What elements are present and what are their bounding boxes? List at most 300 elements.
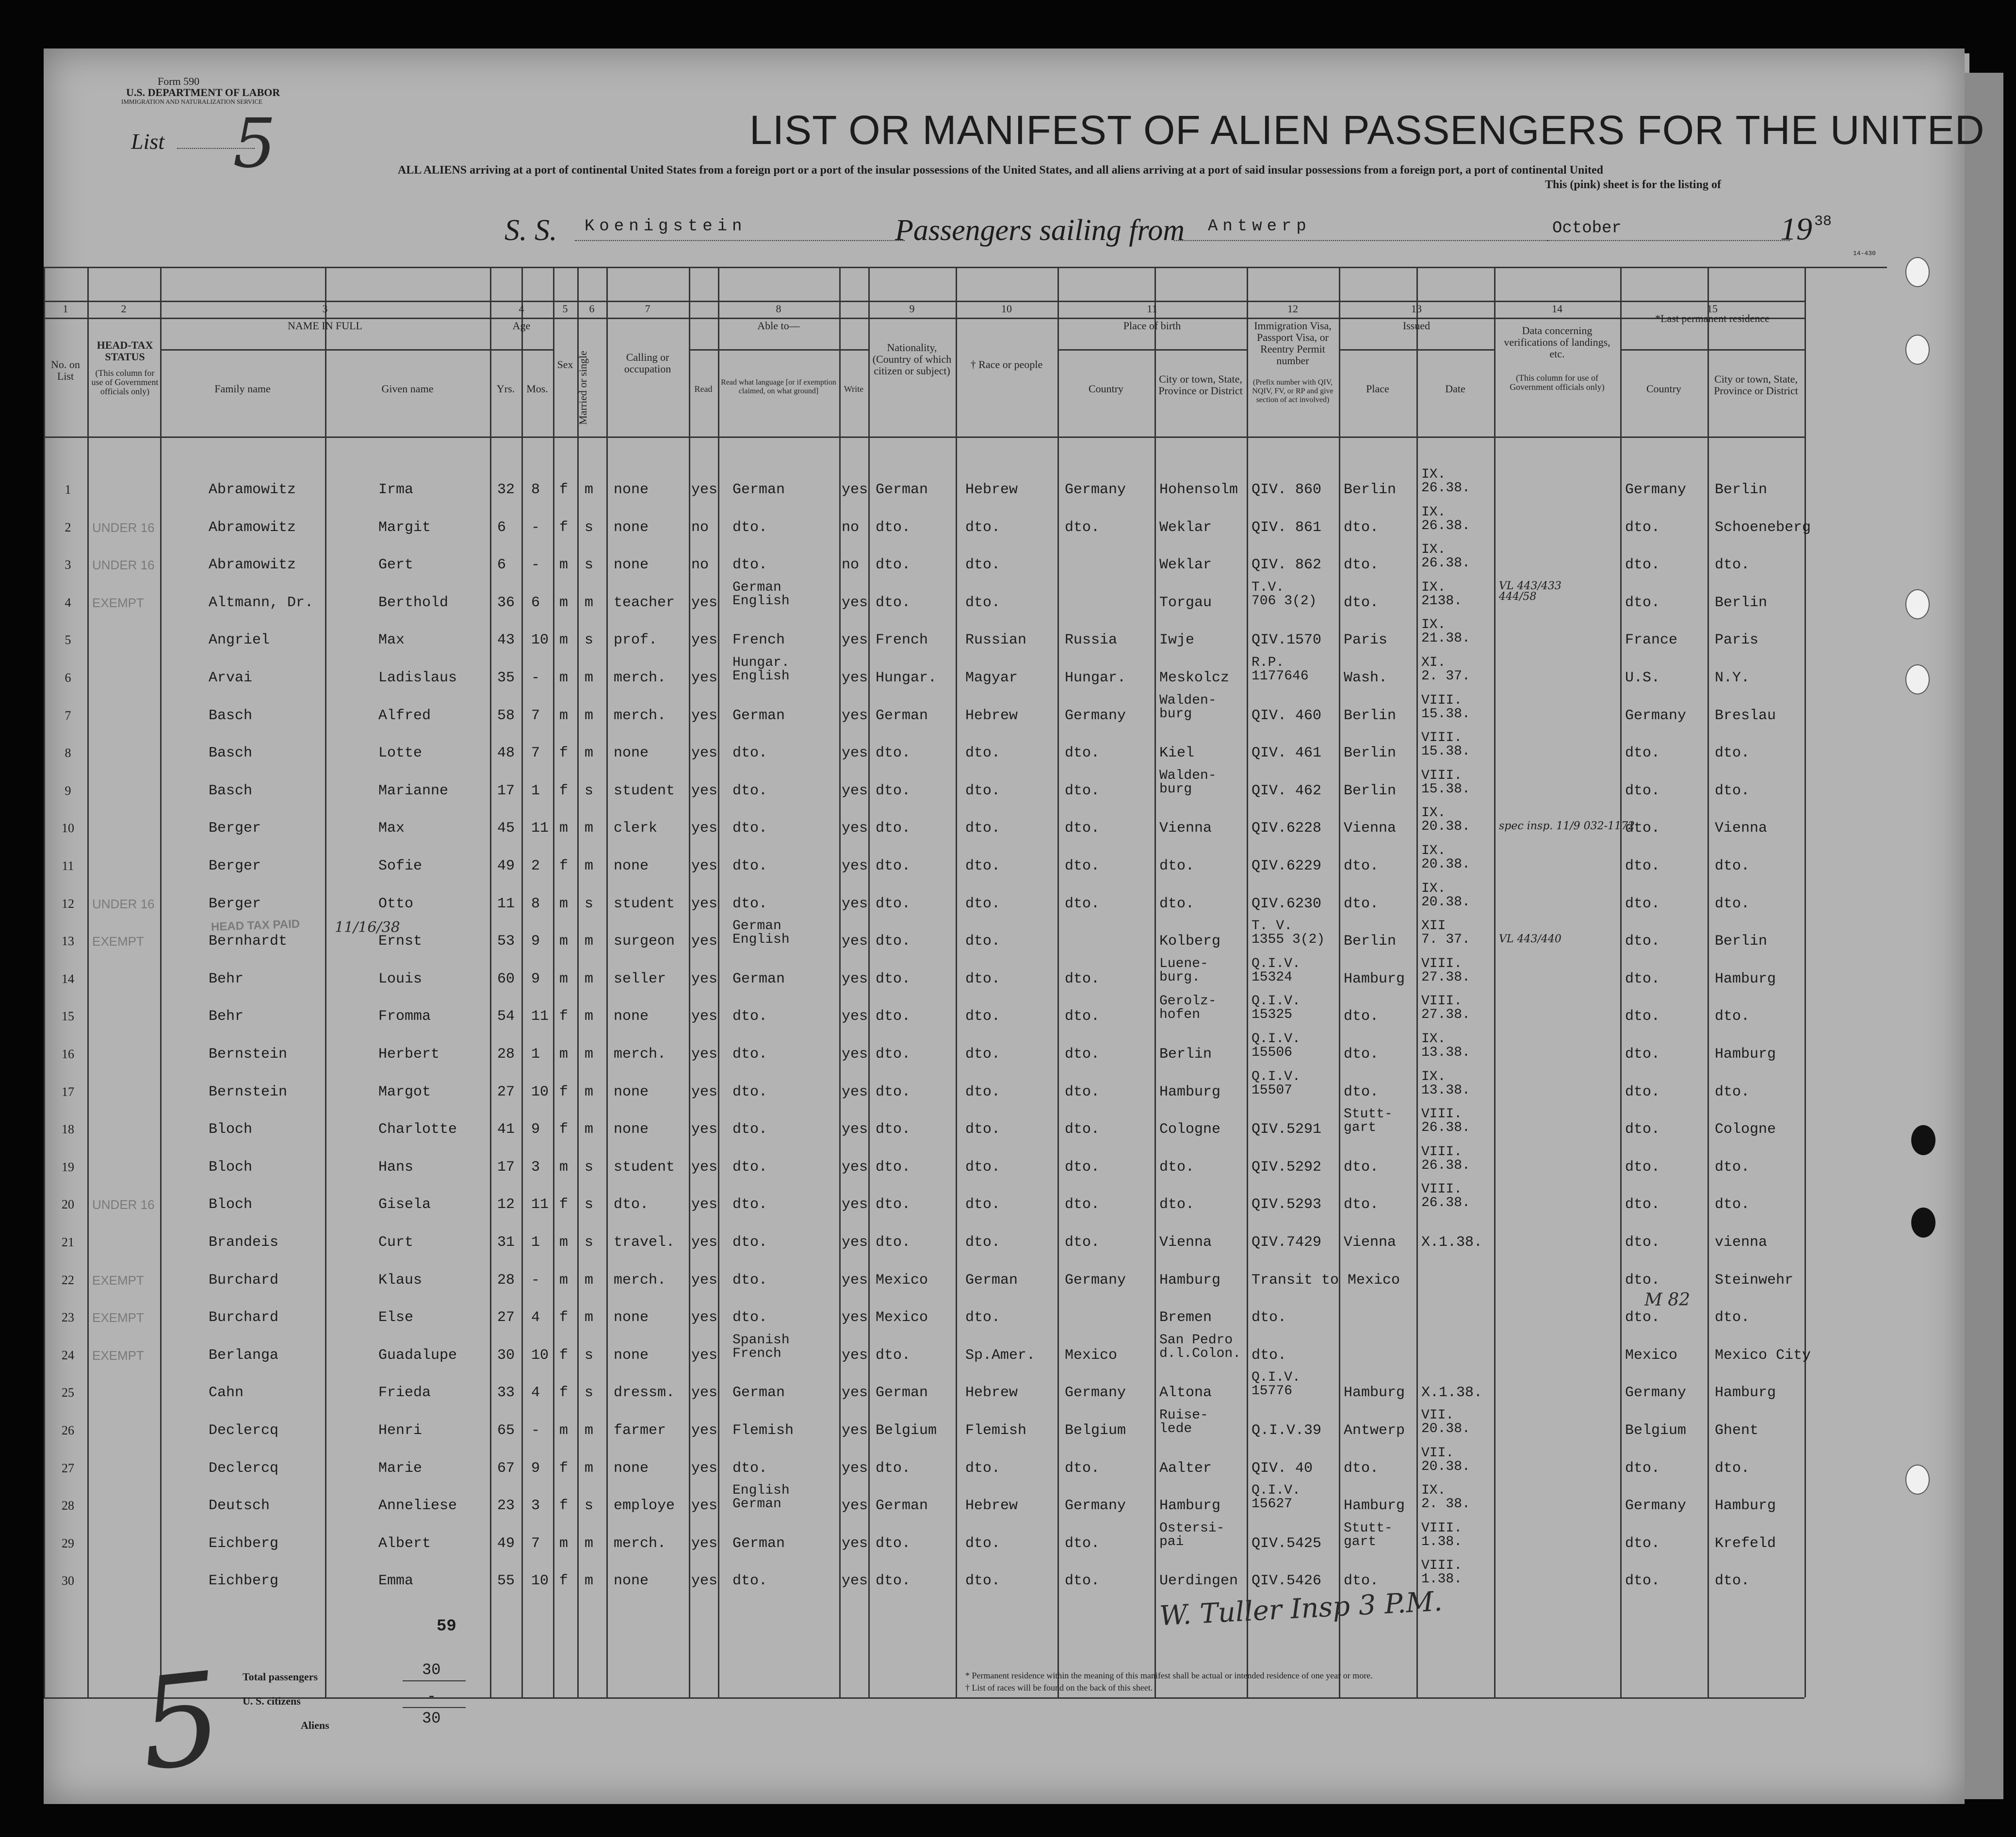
cell-visa-number: R.P. 1177646 (1252, 655, 1309, 684)
cell-read-language: dto. (732, 1159, 768, 1176)
cell-residence-country: dto. (1625, 1008, 1660, 1025)
cell-age-years: 30 (497, 1347, 515, 1364)
cell-can-write: yes (842, 1046, 868, 1063)
cell-birth-city: Aalter (1159, 1460, 1212, 1477)
cell-read-language: dto. (732, 1083, 768, 1100)
cell-age-years: 55 (497, 1573, 515, 1590)
cell-occupation: farmer (614, 1422, 667, 1439)
cell-family-name: Bloch (209, 1196, 253, 1213)
cell-marital-status: m (585, 707, 594, 724)
cell-issue-place: Hamburg (1344, 1385, 1405, 1402)
page-number: 59 (437, 1617, 456, 1636)
table-row-line (160, 349, 490, 351)
cell-nationality: dto. (876, 782, 911, 799)
cell-age-years: 53 (497, 933, 515, 950)
cell-sex: m (559, 895, 569, 912)
cell-race: Russian (965, 632, 1027, 649)
cell-race: dto. (965, 745, 1001, 762)
handwritten-m82: M 82 (1644, 1290, 1691, 1310)
cell-age-years: 17 (497, 1159, 515, 1176)
cell-age-months: 10 (531, 1573, 549, 1590)
table-row-line (1339, 349, 1494, 351)
cell-given-name: Margot (378, 1083, 431, 1100)
cell-row-number: 3 (65, 558, 71, 572)
handwritten-signature: W. Tuller Insp 3 P.M. (1158, 1585, 1443, 1632)
cell-read-language: German (732, 970, 785, 987)
cell-race: dto. (965, 895, 1001, 912)
cell-visa-number: dto. (1252, 1309, 1287, 1326)
table-column-line (1620, 267, 1622, 1697)
manifest-title: LIST OR MANIFEST OF ALIEN PASSENGERS FOR THE UNITED (749, 107, 1985, 153)
cell-race: Hebrew (965, 1385, 1018, 1402)
cell-read-language: dto. (732, 1046, 768, 1063)
cell-can-read: yes (691, 1159, 718, 1176)
cell-headtax-status: UNDER 16 (92, 896, 155, 911)
cell-birth-city: Ostersi- pai (1159, 1520, 1225, 1549)
cell-birth-city: dto. (1159, 1159, 1195, 1176)
cell-age-months: 2 (531, 858, 540, 874)
vessel-name-line (575, 240, 905, 241)
cell-can-read: yes (691, 1196, 718, 1213)
table-column-line (1416, 267, 1418, 1697)
cell-issue-date: VIII. 15.38. (1421, 730, 1470, 759)
cell-age-years: 45 (497, 820, 515, 837)
cell-read-language: German (732, 1535, 785, 1552)
cell-sex: f (559, 482, 569, 498)
cell-birth-country: Germany (1065, 1272, 1126, 1289)
hdr-able-to: Able to— (757, 320, 800, 332)
cell-residence-country: dto. (1625, 1535, 1660, 1552)
cell-sex: f (559, 1309, 569, 1326)
cell-given-name: Marianne (378, 782, 449, 799)
cell-can-read: yes (691, 1422, 718, 1439)
table-column-line (490, 267, 491, 1697)
cell-visa-number: Q.I.V.39 (1252, 1422, 1322, 1439)
cell-given-name: Max (378, 632, 405, 649)
cell-issue-date: IX. 13.38. (1421, 1069, 1470, 1098)
cell-marital-status: m (585, 482, 594, 498)
cell-birth-country: dto. (1065, 1083, 1100, 1100)
cell-visa-number: QIV.5291 (1252, 1121, 1322, 1138)
col-10-number: 10 (1001, 303, 1012, 315)
cell-visa-number: QIV.5426 (1252, 1573, 1322, 1590)
col-7-number: 7 (645, 303, 650, 315)
cell-can-write: yes (842, 1535, 868, 1552)
punch-hole (1905, 1465, 1930, 1495)
cell-age-years: 49 (497, 858, 515, 874)
cell-visa-number: QIV. 460 (1252, 707, 1322, 724)
cell-given-name: Alfred (378, 707, 431, 724)
hdr-issued: Issued (1402, 320, 1431, 332)
cell-race: Hebrew (965, 1498, 1018, 1515)
cell-age-months: 7 (531, 745, 540, 762)
cell-marital-status: m (585, 594, 594, 611)
cell-row-number: 30 (62, 1574, 74, 1588)
hdr-write: Write (844, 384, 864, 394)
cell-issue-place: Berlin (1344, 933, 1397, 950)
cell-marital-status: m (585, 1535, 594, 1552)
cell-nationality: dto. (876, 1159, 911, 1176)
cell-age-months: 9 (531, 1121, 540, 1138)
cell-can-read: no (691, 557, 709, 574)
cell-row-number: 18 (62, 1122, 74, 1137)
cell-family-name: Deutsch (209, 1498, 270, 1515)
cell-residence-country: dto. (1625, 1460, 1660, 1477)
cell-residence-city: Cologne (1715, 1121, 1776, 1138)
cell-issue-date: VIII. 1.38. (1421, 1520, 1463, 1549)
cell-birth-city: Weklar (1159, 519, 1212, 536)
cell-residence-country: Mexico (1625, 1347, 1678, 1364)
cell-residence-country: Germany (1625, 1498, 1687, 1515)
cell-sex: m (559, 1422, 569, 1439)
table-column-line (44, 267, 45, 1697)
cell-nationality: Hungar. (876, 670, 937, 686)
cell-issue-place: dto. (1344, 1196, 1379, 1213)
cell-can-read: yes (691, 858, 718, 874)
departure-month: October (1552, 219, 1622, 238)
cell-sex: f (559, 1460, 569, 1477)
manifest-page (44, 48, 1985, 1804)
cell-occupation: merch. (614, 707, 667, 724)
cell-family-name: Basch (209, 707, 253, 724)
cell-given-name: Frieda (378, 1385, 431, 1402)
cell-marital-status: m (585, 1046, 594, 1063)
cell-birth-city: Ruise- lede (1159, 1408, 1208, 1436)
cell-race: dto. (965, 594, 1001, 611)
cell-can-read: yes (691, 1385, 718, 1402)
cell-nationality: dto. (876, 1196, 911, 1213)
cell-birth-country: dto. (1065, 1234, 1100, 1251)
cell-sex: f (559, 782, 569, 799)
cell-sex: f (559, 1121, 569, 1138)
subtitle-line-1: ALL ALIENS arriving at a port of continental United States from a foreign port or a port of the insular possessions of the United States, and all aliens arriving at a port of said insular possessions from a foreign port, a port of continental United (398, 164, 1603, 177)
cell-nationality: dto. (876, 820, 911, 837)
hdr-sex: Sex (557, 358, 573, 371)
cell-residence-city: Breslau (1715, 707, 1776, 724)
cell-residence-city: dto. (1715, 1573, 1750, 1590)
cell-visa-number: QIV. 462 (1252, 782, 1322, 799)
cell-can-write: yes (842, 1159, 868, 1176)
table-row-line (490, 349, 553, 351)
cell-can-write: yes (842, 1234, 868, 1251)
hdr-birth-country: Country (1088, 383, 1124, 395)
cell-family-name: Abramowitz (209, 482, 296, 498)
cell-nationality: dto. (876, 858, 911, 874)
cell-issue-place: Hamburg (1344, 1498, 1405, 1515)
cell-birth-city: Berlin (1159, 1046, 1212, 1063)
cell-occupation: student (614, 895, 675, 912)
cell-age-months: 11 (531, 1196, 549, 1213)
cell-given-name: Lotte (378, 745, 423, 762)
cell-visa-number: QIV.5425 (1252, 1535, 1322, 1552)
cell-family-name: Angriel (209, 632, 270, 649)
cell-read-language: dto. (732, 1234, 768, 1251)
cell-birth-country: dto. (1065, 1046, 1100, 1063)
cell-occupation: surgeon (614, 933, 675, 950)
cell-visa-number: QIV. 461 (1252, 745, 1322, 762)
hdr-mos: Mos. (526, 383, 548, 395)
cell-residence-city: Hamburg (1715, 1498, 1776, 1515)
cell-residence-country: dto. (1625, 895, 1660, 912)
cell-given-name: Gisela (378, 1196, 431, 1213)
cell-issue-place: dto. (1344, 557, 1379, 574)
cell-marital-status: m (585, 1422, 594, 1439)
col-2-number: 2 (121, 303, 127, 315)
cell-nationality: dto. (876, 1008, 911, 1025)
cell-row-number: 28 (62, 1499, 74, 1513)
cell-read-language: dto. (732, 519, 768, 536)
cell-occupation: dressm. (614, 1385, 675, 1402)
cell-race: dto. (965, 1083, 1001, 1100)
cell-marital-status: m (585, 858, 594, 874)
cell-birth-city: Kolberg (1159, 933, 1221, 950)
col-1-number: 1 (63, 303, 68, 315)
cell-read-language: dto. (732, 557, 768, 574)
cell-issue-place: Berlin (1344, 707, 1397, 724)
cell-occupation: merch. (614, 1272, 667, 1289)
cell-given-name: Ernst (378, 933, 423, 950)
cell-residence-city: Berlin (1715, 594, 1768, 611)
cell-age-months: 9 (531, 933, 540, 950)
cell-residence-city: Berlin (1715, 482, 1768, 498)
cell-given-name: Klaus (378, 1272, 423, 1289)
cell-issue-place: dto. (1344, 1083, 1379, 1100)
cell-residence-city: dto. (1715, 1159, 1750, 1176)
cell-age-years: 60 (497, 970, 515, 987)
total-passengers-label: Total passengers (243, 1671, 318, 1683)
cell-residence-country: dto. (1625, 970, 1660, 987)
cell-residence-city: Hamburg (1715, 970, 1776, 987)
cell-sex: f (559, 1347, 569, 1364)
cell-can-read: yes (691, 1347, 718, 1364)
cell-issue-date: XII 7. 37. (1421, 918, 1470, 948)
cell-nationality: dto. (876, 970, 911, 987)
cell-given-name: Gert (378, 557, 414, 574)
table-column-line (577, 267, 579, 1697)
cell-can-write: yes (842, 1196, 868, 1213)
hdr-place-of-birth: Place of birth (1123, 320, 1181, 332)
cell-age-months: 7 (531, 1535, 540, 1552)
cell-nationality: dto. (876, 1083, 911, 1100)
cell-row-number: 5 (65, 633, 71, 647)
cell-marital-status: m (585, 1460, 594, 1477)
cell-occupation: none (614, 1121, 649, 1138)
cell-residence-country: dto. (1625, 820, 1660, 837)
cell-residence-country: dto. (1625, 1309, 1660, 1326)
cell-residence-country: dto. (1625, 1159, 1660, 1176)
hdr-visa-note: (Prefix number with QIV, NQIV, FV, or RP and give section of act involved) (1252, 378, 1333, 404)
cell-issue-place: Paris (1344, 632, 1388, 649)
cell-sex: f (559, 1083, 569, 1100)
cell-age-years: 28 (497, 1272, 515, 1289)
cell-given-name: Emma (378, 1573, 414, 1590)
cell-nationality: dto. (876, 895, 911, 912)
cell-birth-country: dto. (1065, 970, 1100, 987)
table-column-line (87, 267, 89, 1697)
cell-age-years: 27 (497, 1083, 515, 1100)
cell-residence-city: dto. (1715, 858, 1750, 874)
cell-birth-country: Belgium (1065, 1422, 1126, 1439)
cell-family-name: Brandeis (209, 1234, 279, 1251)
cell-occupation: none (614, 557, 649, 574)
cell-occupation: none (614, 1083, 649, 1100)
cell-issue-date: VII. 20.38. (1421, 1445, 1470, 1474)
hdr-race: † Race or people (970, 358, 1043, 371)
cell-visa-number: QIV.6230 (1252, 895, 1322, 912)
cell-age-months: - (531, 557, 540, 574)
cell-row-number: 9 (65, 783, 71, 798)
cell-age-years: 6 (497, 519, 506, 536)
cell-marital-status: s (585, 782, 594, 799)
cell-read-language: dto. (732, 858, 768, 874)
cell-family-name: Behr (209, 970, 244, 987)
cell-age-years: 23 (497, 1498, 515, 1515)
cell-marital-status: m (585, 1272, 594, 1289)
cell-birth-city: Hamburg (1159, 1498, 1221, 1515)
cell-family-name: Altmann, Dr. (209, 594, 314, 611)
cell-race: dto. (965, 933, 1001, 950)
cell-visa-number: Q.I.V. 15627 (1252, 1483, 1301, 1512)
cell-race: dto. (965, 782, 1001, 799)
cell-issue-date: VIII. 27.38. (1421, 956, 1470, 985)
cell-row-number: 12 (62, 896, 74, 911)
table-column-line (1247, 267, 1248, 1697)
cell-nationality: dto. (876, 1535, 911, 1552)
handwritten-list-number: 5 (133, 1645, 228, 1799)
cell-read-language: dto. (732, 895, 768, 912)
cell-can-write: yes (842, 1347, 868, 1364)
cell-read-language: German English (732, 580, 790, 609)
cell-issue-date: IX. 13.38. (1421, 1031, 1470, 1060)
cell-residence-country: dto. (1625, 1234, 1660, 1251)
cell-visa-number: QIV.1570 (1252, 632, 1322, 649)
cell-can-write: yes (842, 1083, 868, 1100)
cell-issue-place: dto. (1344, 895, 1379, 912)
cell-age-months: 7 (531, 707, 540, 724)
cell-family-name: Abramowitz (209, 519, 296, 536)
cell-issue-date: VIII. 26.38. (1421, 1144, 1470, 1173)
cell-birth-country: dto. (1065, 858, 1100, 874)
cell-sex: f (559, 1385, 569, 1402)
cell-occupation: prof. (614, 632, 658, 649)
cell-residence-country: dto. (1625, 1121, 1660, 1138)
cell-birth-city: Hamburg (1159, 1272, 1221, 1289)
cell-race: dto. (965, 1460, 1001, 1477)
cell-sex: m (559, 1272, 569, 1289)
cell-headtax-status: EXEMPT (92, 1273, 144, 1288)
cell-family-name: Declercq (209, 1422, 279, 1439)
cell-race: dto. (965, 1573, 1001, 1590)
cell-occupation: none (614, 482, 649, 498)
table-row-line (689, 349, 868, 351)
cell-family-name: Bloch (209, 1159, 253, 1176)
cell-issue-date: VII. 20.38. (1421, 1408, 1470, 1436)
total-passengers-value: 30 (422, 1661, 441, 1679)
cell-occupation: none (614, 519, 649, 536)
cell-issue-date: XI. 2. 37. (1421, 655, 1470, 684)
table-column-line (521, 267, 523, 1697)
cell-given-name: Albert (378, 1535, 431, 1552)
cell-occupation: none (614, 1309, 649, 1326)
cell-occupation: dto. (614, 1196, 649, 1213)
cell-sex: m (559, 670, 569, 686)
cell-age-months: 4 (531, 1309, 540, 1326)
cell-can-write: yes (842, 745, 868, 762)
cell-read-language: dto. (732, 1309, 768, 1326)
cell-visa-number: QIV.6228 (1252, 820, 1322, 837)
cell-headtax-status: UNDER 16 (92, 558, 155, 573)
cell-age-months: 1 (531, 1046, 540, 1063)
cell-birth-city: Torgau (1159, 594, 1212, 611)
cell-can-read: yes (691, 1498, 718, 1515)
cell-family-name: Berger (209, 820, 261, 837)
cell-race: dto. (965, 1535, 1001, 1552)
cell-visa-number: QIV. 861 (1252, 519, 1322, 536)
cell-can-read: yes (691, 1046, 718, 1063)
cell-sex: m (559, 1234, 569, 1251)
cell-read-language: French (732, 632, 785, 649)
cell-verification: VL 443/433 444/58 (1499, 580, 1561, 603)
cell-given-name: Max (378, 820, 405, 837)
cell-given-name: Curt (378, 1234, 414, 1251)
cell-residence-country: Germany (1625, 707, 1687, 724)
cell-sex: m (559, 594, 569, 611)
cell-sex: f (559, 1008, 569, 1025)
cell-can-read: yes (691, 970, 718, 987)
cell-nationality: dto. (876, 1460, 911, 1477)
cell-birth-city: Walden- burg (1159, 768, 1217, 797)
punch-hole (1911, 1208, 1935, 1238)
cell-visa-number: QIV.5293 (1252, 1196, 1322, 1213)
cell-given-name: Fromma (378, 1008, 431, 1025)
cell-age-months: 10 (531, 632, 549, 649)
cell-row-number: 25 (62, 1386, 74, 1400)
cell-race: dto. (965, 970, 1001, 987)
cell-row-number: 19 (62, 1160, 74, 1174)
list-number: 5 (233, 104, 276, 183)
cell-birth-city: San Pedro d.l.Colon. (1159, 1332, 1241, 1361)
cell-birth-city: Bremen (1159, 1309, 1212, 1326)
cell-read-language: Spanish French (732, 1332, 790, 1361)
cell-can-write: yes (842, 1008, 868, 1025)
cell-given-name: Guadalupe (378, 1347, 457, 1364)
cell-age-years: 12 (497, 1196, 515, 1213)
cell-can-write: yes (842, 707, 868, 724)
cell-age-years: 36 (497, 594, 515, 611)
cell-residence-city: dto. (1715, 1309, 1750, 1326)
port-line (1174, 240, 1547, 241)
col-4-number: 4 (519, 303, 524, 315)
cell-issue-place: Stutt- gart (1344, 1520, 1393, 1549)
cell-sex: m (559, 820, 569, 837)
cell-sex: f (559, 745, 569, 762)
table-row-line (1620, 349, 1805, 351)
cell-read-language: dto. (732, 820, 768, 837)
list-label: List (131, 129, 165, 154)
cell-visa-number: Q.I.V. 15325 (1252, 994, 1301, 1023)
cell-birth-city: Uerdingen (1159, 1573, 1238, 1590)
cell-marital-status: s (585, 1159, 594, 1176)
cell-residence-country: dto. (1625, 933, 1660, 950)
punch-hole (1905, 257, 1930, 287)
hdr-headtax: HEAD-TAX STATUS (97, 339, 153, 363)
cell-headtax-status: EXEMPT (92, 1348, 144, 1363)
cell-issue-date: IX. 21.38. (1421, 617, 1470, 646)
cell-visa-number: QIV. 862 (1252, 557, 1322, 574)
cell-age-months: 10 (531, 1083, 549, 1100)
cell-marital-status: s (585, 1385, 594, 1402)
cell-birth-city: dto. (1159, 1196, 1195, 1213)
